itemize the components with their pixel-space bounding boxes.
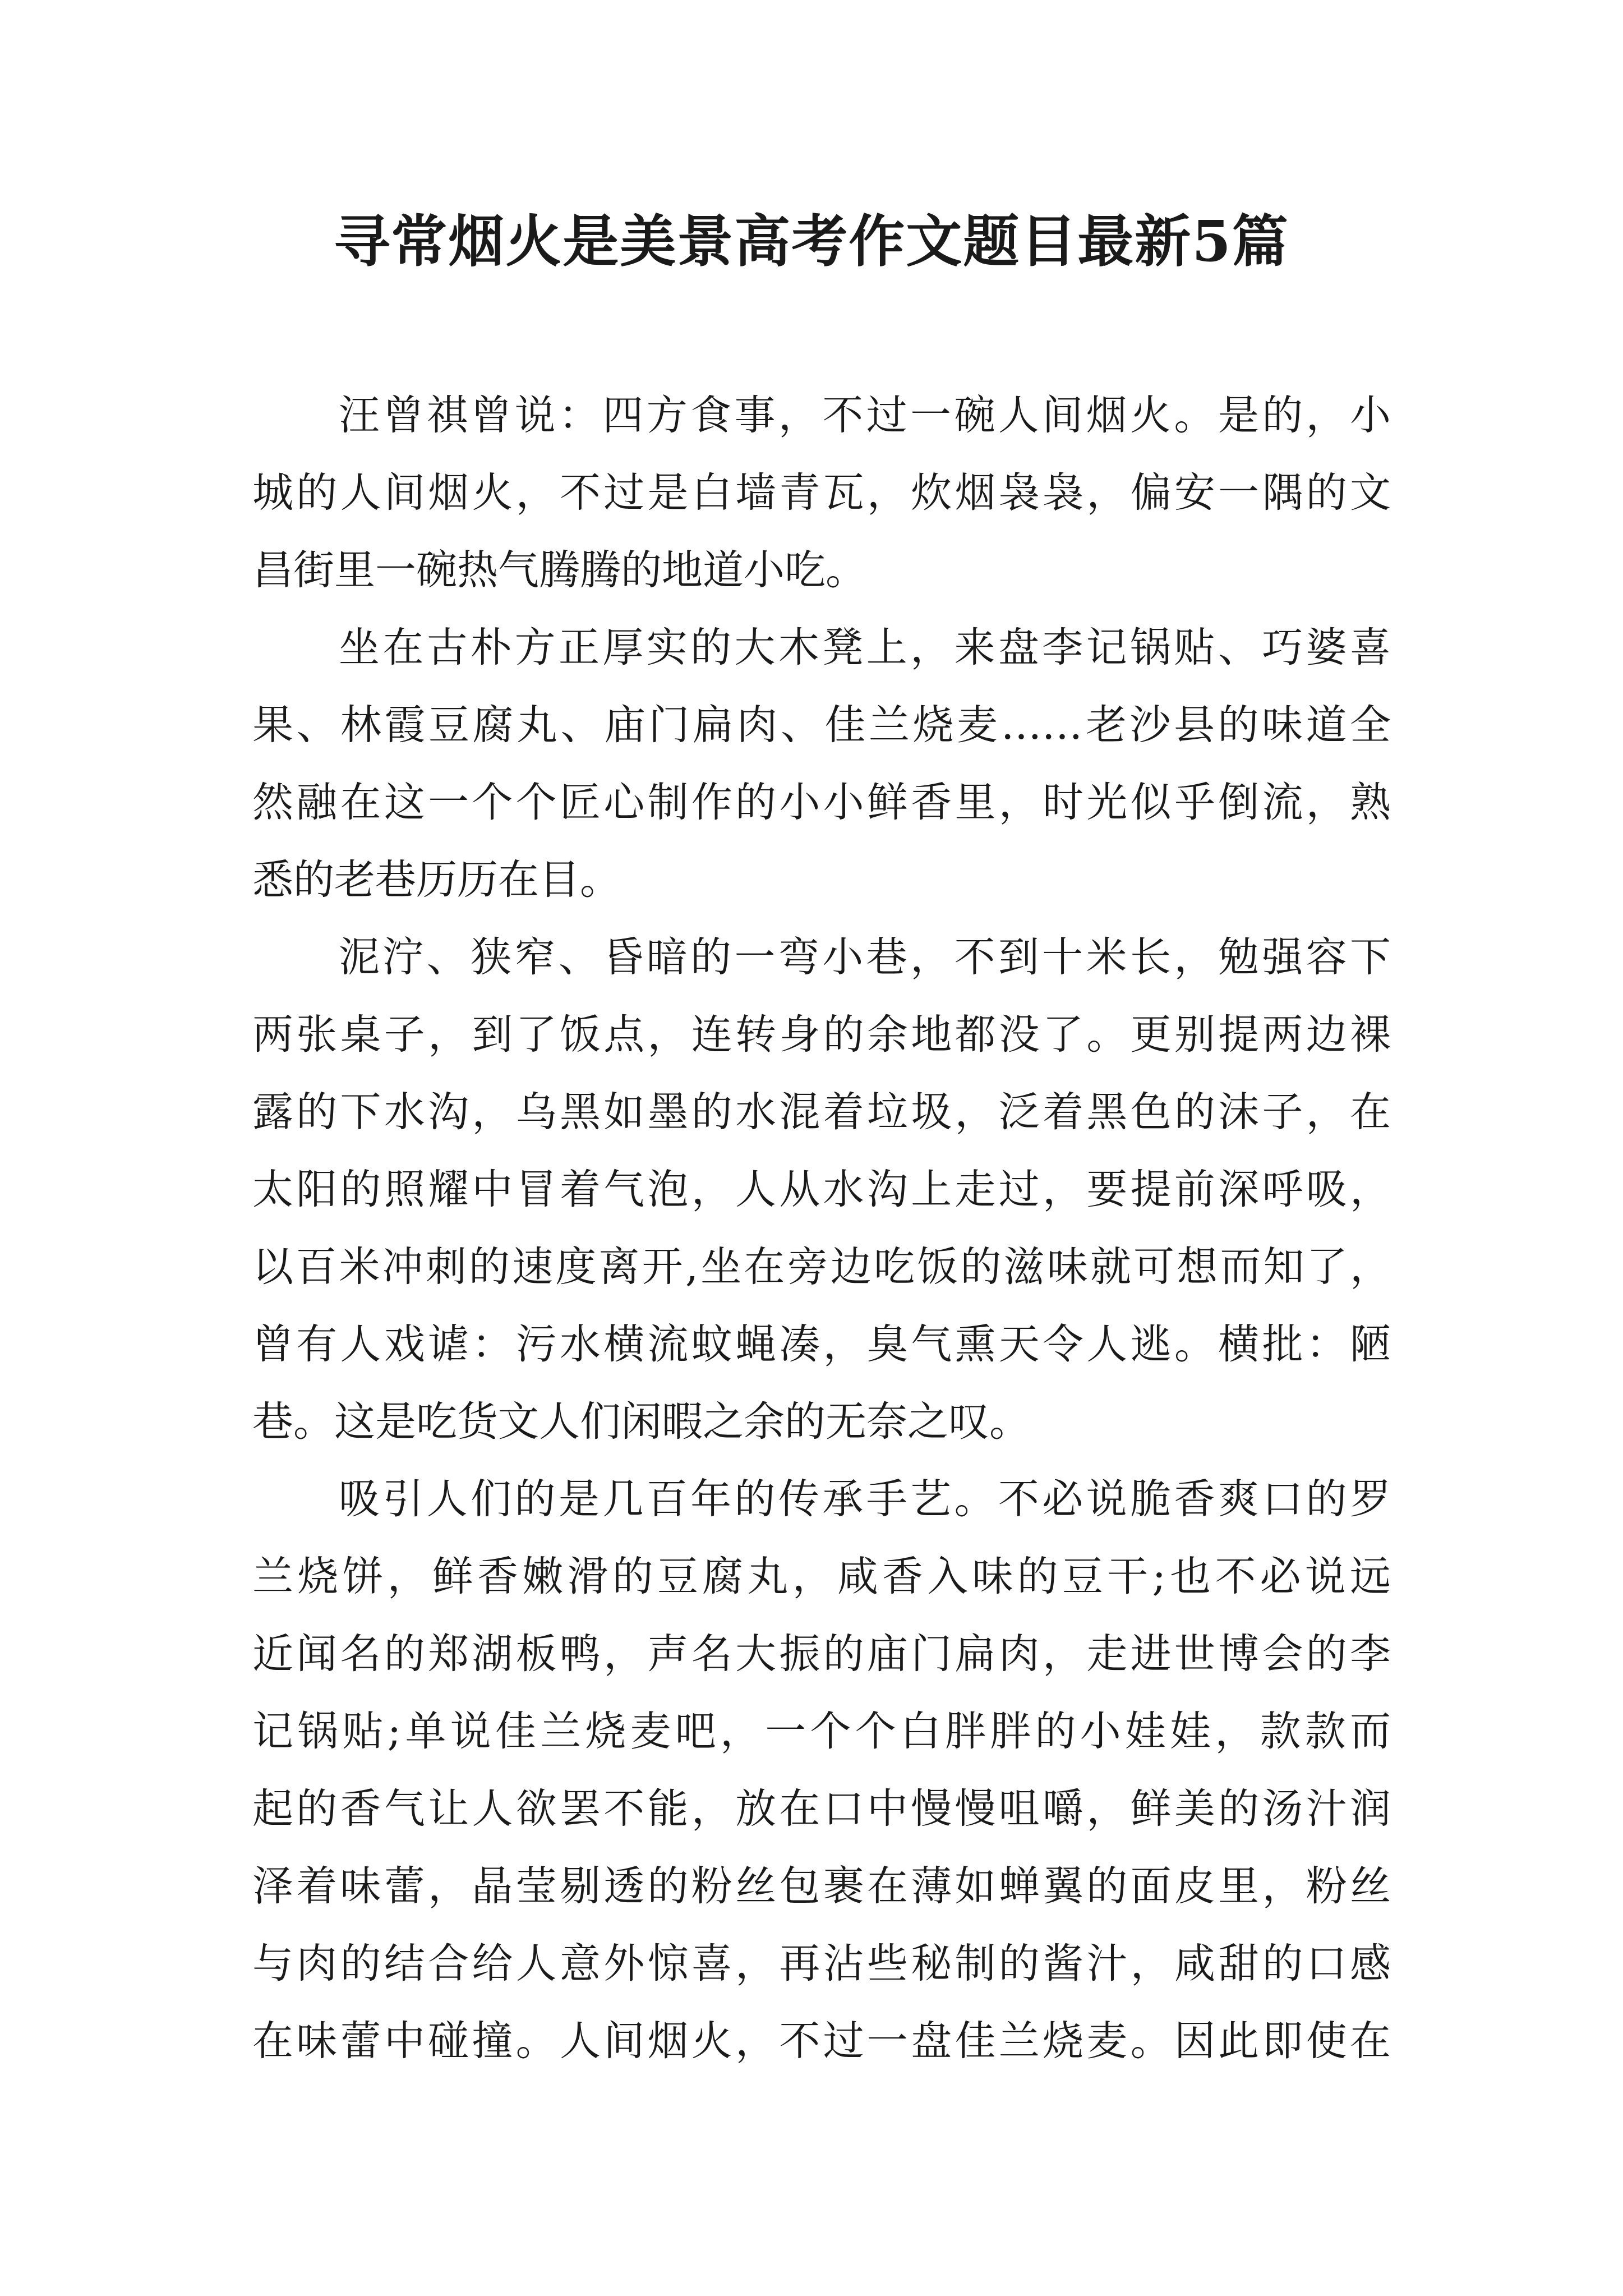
paragraph-1-line-1: 汪曾祺曾说：四方食事，不过一碗人间烟火。是的，小 [339, 392, 1391, 439]
paragraph-3-line-5: 以百米冲刺的速度离开,坐在旁边吃饭的滋味就可想而知了， [252, 1243, 1391, 1291]
paragraph-4-line-7: 与肉的结合给人意外惊喜，再沾些秘制的酱汁，咸甜的口感 [252, 1940, 1391, 1987]
paragraph-4-line-6: 泽着味蕾，晶莹剔透的粉丝包裹在薄如蝉翼的面皮里，粉丝 [252, 1862, 1391, 1910]
paragraph-2-line-1: 坐在古朴方正厚实的大木凳上，来盘李记锅贴、巧婆喜 [339, 624, 1391, 671]
paragraph-4-line-1: 吸引人们的是几百年的传承手艺。不必说脆香爽口的罗 [339, 1475, 1391, 1523]
paragraph-3-line-7: 巷。这是吃货文人们闲暇之余的无奈之叹。 [252, 1398, 1030, 1446]
paragraph-3-line-2: 两张桌子，到了饭点，连转身的余地都没了。更别提两边裸 [252, 1011, 1391, 1059]
paragraph-3-line-4: 太阳的照耀中冒着气泡，人从水沟上走过，要提前深呼吸， [252, 1166, 1391, 1213]
paragraph-4-line-3: 近闻名的郑湖板鸭，声名大振的庙门扁肉，走进世博会的李 [252, 1630, 1391, 1678]
paragraph-2-line-4: 悉的老巷历历在目。 [252, 856, 621, 904]
document-body [252, 377, 1391, 2080]
paragraph-1-line-2: 城的人间烟火，不过是白墙青瓦，炊烟袅袅，偏安一隅的文 [252, 469, 1391, 517]
paragraph-3-line-3: 露的下水沟，乌黑如墨的水混着垃圾，泛着黑色的沫子，在 [252, 1088, 1391, 1136]
paragraph-3-line-1: 泥泞、狭窄、昏暗的一弯小巷，不到十米长，勉强容下 [339, 933, 1391, 981]
document-title: 寻常烟火是美景高考作文题目最新5篇 [334, 208, 1289, 274]
paragraph-2-line-3: 然融在这一个个匠心制作的小小鲜香里，时光似乎倒流，熟 [252, 779, 1391, 826]
paragraph-4-line-8: 在味蕾中碰撞。人间烟火，不过一盘佳兰烧麦。因此即使在 [252, 2017, 1391, 2065]
paragraph-4-line-2: 兰烧饼，鲜香嫩滑的豆腐丸，咸香入味的豆干;也不必说远 [252, 1553, 1391, 1600]
paragraph-4-line-5: 起的香气让人欲罢不能，放在口中慢慢咀嚼，鲜美的汤汁润 [252, 1785, 1391, 1833]
paragraph-1-line-3: 昌街里一碗热气腾腾的地道小吃。 [252, 546, 866, 594]
paragraph-3-line-6: 曾有人戏谑：污水横流蚊蝇凑，臭气熏天令人逃。横批：陋 [252, 1320, 1391, 1368]
paragraph-2-line-2: 果、林霞豆腐丸、庙门扁肉、佳兰烧麦……老沙县的味道全 [252, 701, 1391, 749]
paragraph-4-line-4: 记锅贴;单说佳兰烧麦吧，一个个白胖胖的小娃娃，款款而 [252, 1708, 1391, 1755]
